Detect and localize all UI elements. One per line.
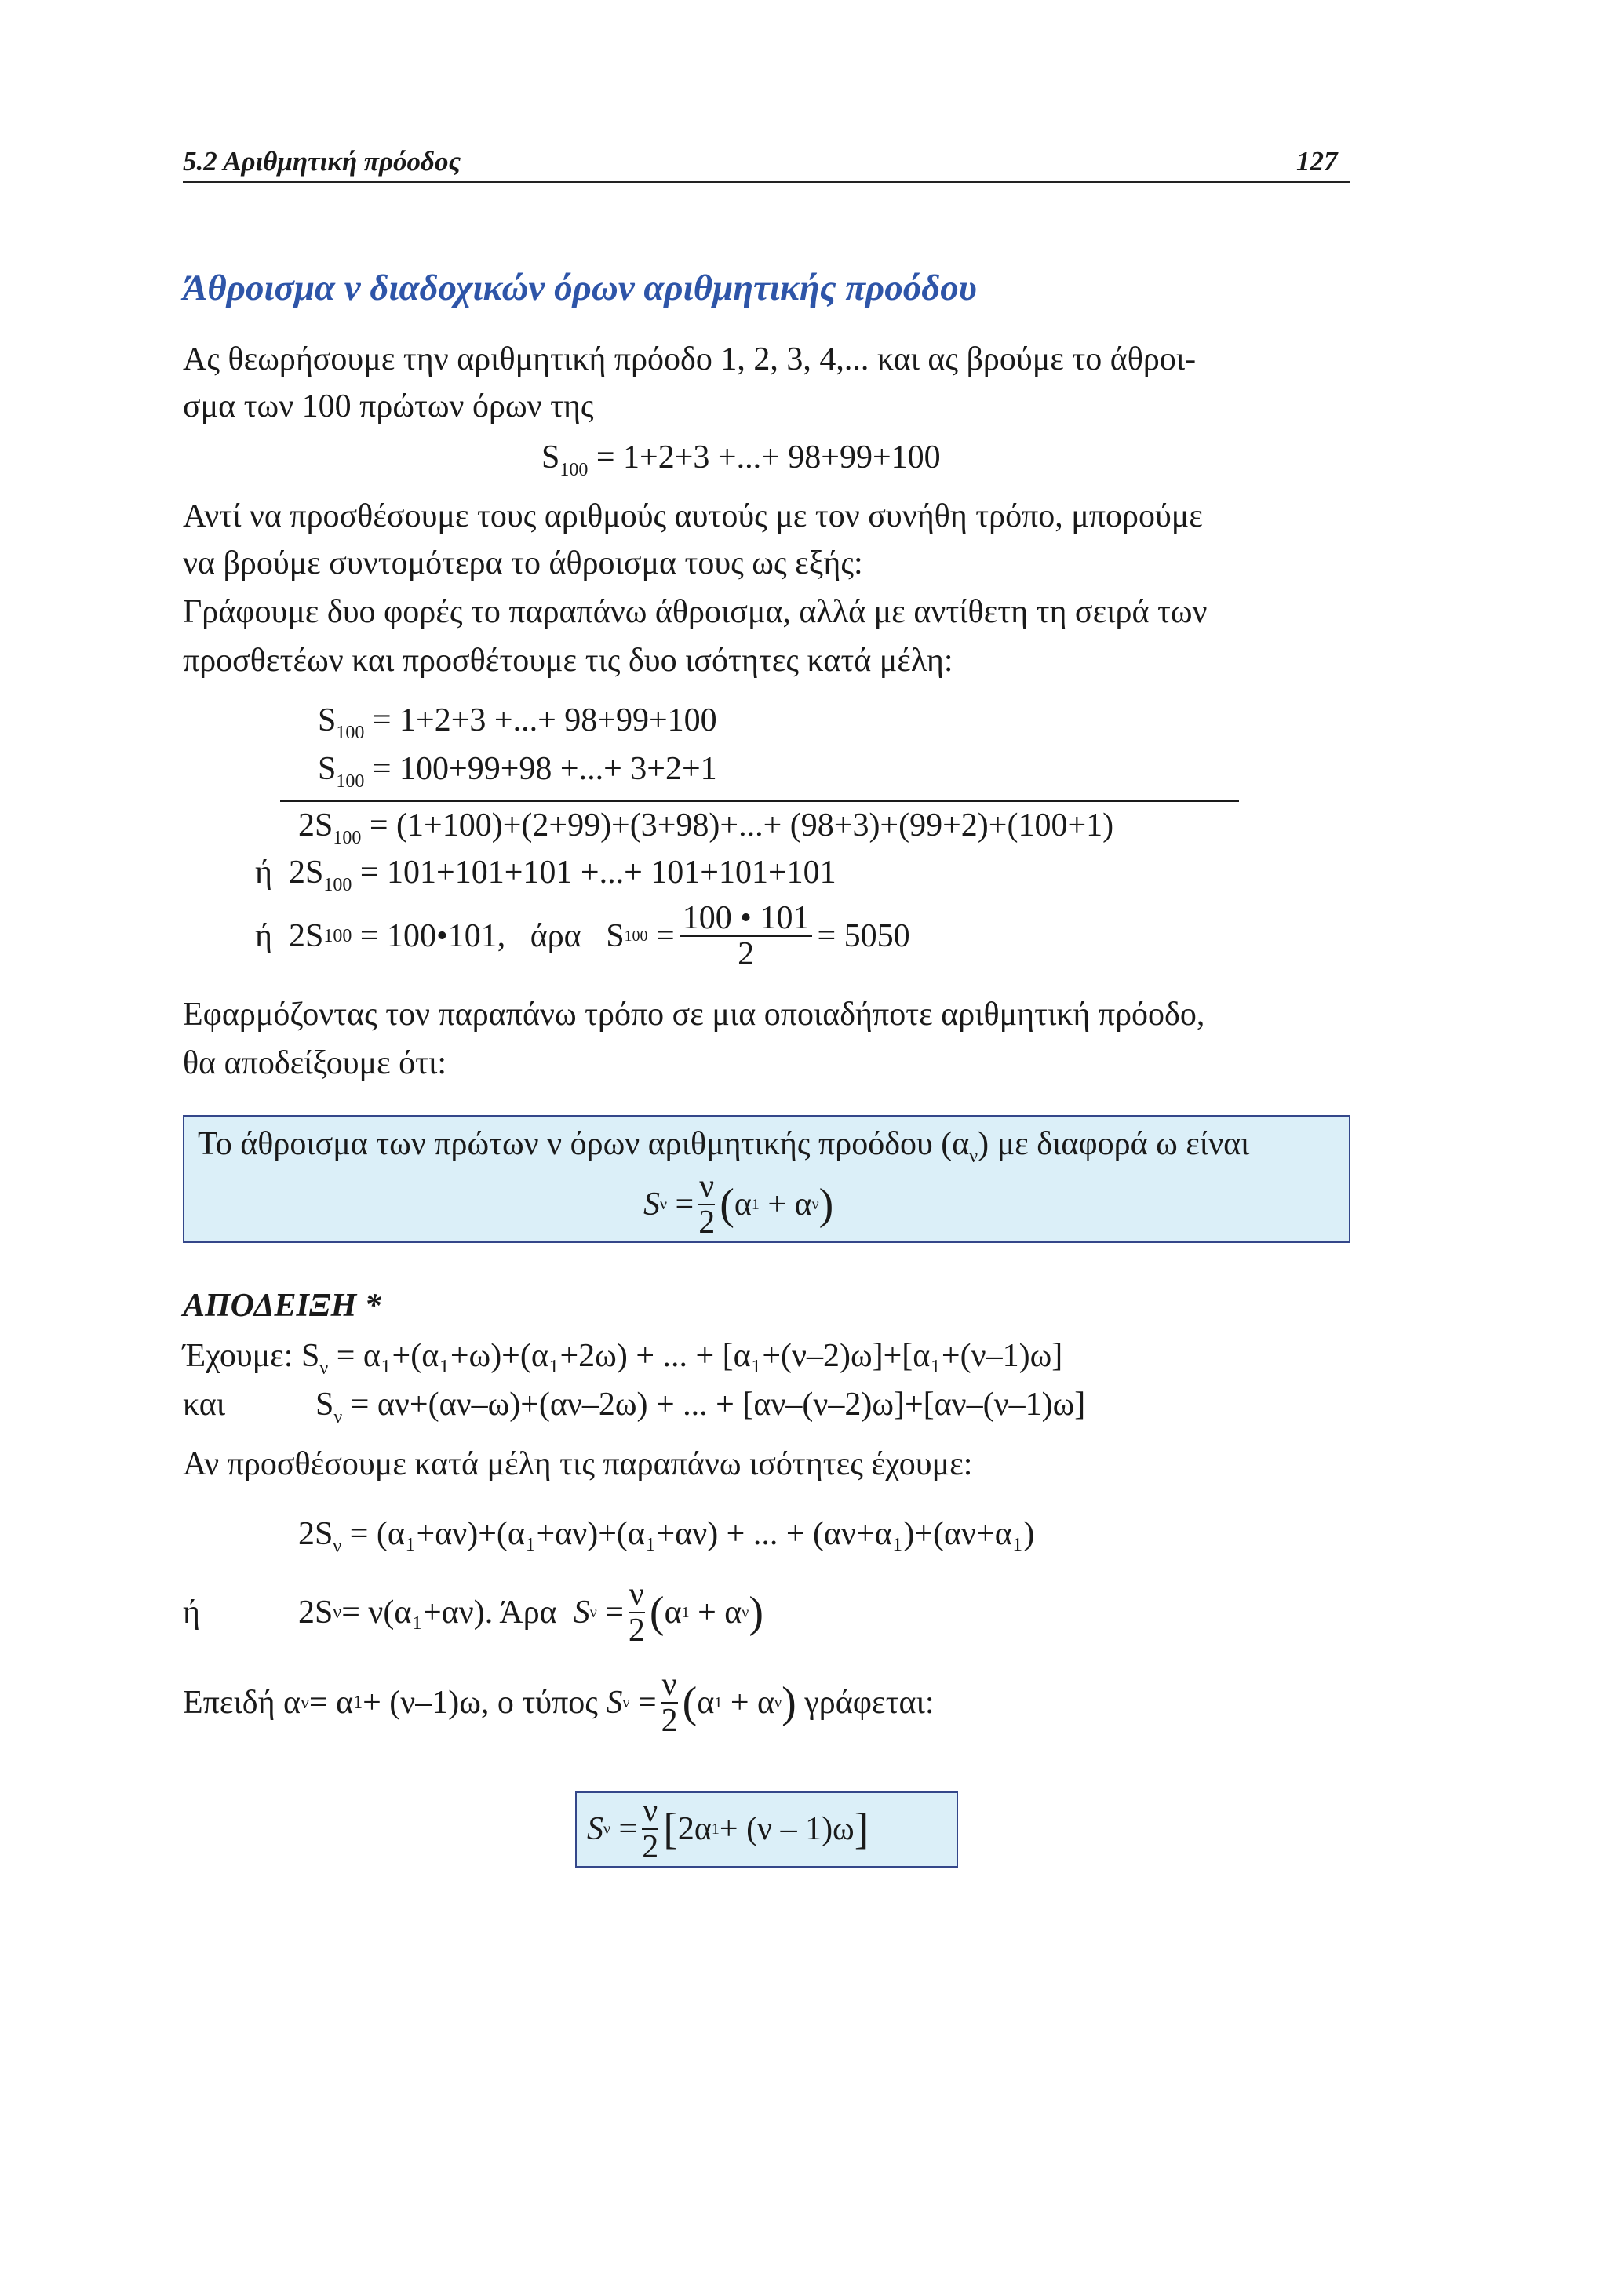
sum-equation: $S_{100} = 1+2+3$ +...+ 98+99+100 <box>541 439 941 480</box>
proof-line-5: ή 2S ν = ν(α₁+αν). Άρα S ν = $\frac{\nu}{2}$ ( α 1 + α ν ) <box>183 1576 763 1649</box>
fraction-v-over-2: $\frac{\nu}{2}$ <box>642 1793 659 1865</box>
fraction-100x101-over-2: $\frac{100 • 101}{2}$ <box>680 901 813 971</box>
calc-row-3: $2S_{100} = (1+100)+(2+99)+(3+98)+...+ (98+3)+(99+2)+(100+1)$ <box>298 807 1114 848</box>
header-rule <box>183 181 1350 183</box>
fraction-v-over-2: $\frac{\nu}{2}$ <box>661 1667 678 1739</box>
proof-line-6: Επειδή α ν = α 1 + (ν–1)ω, ο τύπος S ν = $\frac{\nu}{2}$ ( α 1 + α ν ) γράφεται: <box>183 1667 935 1739</box>
intro-line-2: σμα των 100 πρώτων όρων της <box>183 388 594 425</box>
proof-heading: ΑΠΟΔΕΙΞΗ * <box>183 1288 381 1324</box>
proof-line-3: Αν προσθέσουμε κατά μέλη τις παραπάνω ισότητες έχουμε: <box>183 1446 973 1482</box>
para3-line-2: θα αποδείξουμε ότι: <box>183 1045 447 1081</box>
para2-line-4: προσθετέων και προσθέτουμε τις δυο ισότητες κατά μέλη: <box>183 643 953 679</box>
calc-row-4: ή $2S_{100} = 101+101+101$ +...+ 101+101+101 <box>255 855 836 895</box>
proof-line-2: και <box>183 1387 226 1423</box>
theorem-text: Το άθροισμα των πρώτων ν όρων αριθμητικής προόδου $(\alpha_\nu)$ με διαφορά ω είναι <box>198 1126 1250 1167</box>
para2-line-3: Γράφουμε δυο φορές το παραπάνω άθροισμα, αλλά με αντίθετη τη σειρά των <box>183 594 1208 630</box>
fraction-v-over-2: $\frac{\nu}{2}$ <box>698 1168 716 1241</box>
calc-row-1: $S_{100} = 1+2+3$ +...+ 98+99+100 <box>318 702 717 743</box>
para2-line-1: Αντί να προσθέσουμε τους αριθμούς αυτούς με τον συνήθη τρόπο, μπορούμε <box>183 498 1203 534</box>
section-title: Άθροισμα ν διαδοχικών όρων αριθμητικής προόδου <box>183 268 977 308</box>
fraction-v-over-2: $\frac{\nu}{2}$ <box>628 1576 645 1649</box>
intro-line-1: Ας θεωρήσουμε την αριθμητική πρόοδο 1, 2, 3, 4,... και ας βρούμε το άθροι- <box>183 341 1197 377</box>
proof-line-4: $2S_\nu = (\alpha_1+\alpha\nu)+(\alpha_1+\alpha\nu)+(\alpha_1+\alpha\nu)$ + ... + (αν+α₁)+(αν+α₁) <box>298 1516 1035 1557</box>
para2-line-2: να βρούμε συντομότερα το άθροισμα τους ως εξής: <box>183 545 863 581</box>
proof-line-1: Έχουμε: $S_\nu = \alpha_1+(\alpha_1+\omega)+(\alpha_1+2\omega)$ + ... + [α₁+(ν–2)ω]+[α₁+(ν–1)ω] <box>183 1338 1063 1379</box>
final-formula: S ν = $\frac{\nu}{2}$ [ 2α 1 + (ν – 1)ω ] <box>587 1793 869 1865</box>
theorem-formula: S ν = $\frac{\nu}{2}$ ( α 1 + α ν ) <box>643 1168 834 1241</box>
calc-row-2: $S_{100} = 100+99+98$ +...+ 3+2+1 <box>318 751 717 792</box>
proof-line-2-body: $S_\nu = \alpha\nu+(\alpha\nu-\omega)+(\alpha\nu-2\omega)$ + ... + [αν–(ν–2)ω]+[αν–(ν–1)ω] <box>315 1387 1086 1427</box>
calc-row-5: ή 2S 100 = 100•101, άρα S 100 = $\frac{100 • 101}{2}$ = 5050 <box>255 900 910 972</box>
running-header-section: 5.2 Αριθμητική πρόοδος <box>183 146 461 177</box>
page-number: 127 <box>1296 146 1338 177</box>
para3-line-1: Εφαρμόζοντας τον παραπάνω τρόπο σε μια οποιαδήποτε αριθμητική πρόοδο, <box>183 997 1205 1033</box>
